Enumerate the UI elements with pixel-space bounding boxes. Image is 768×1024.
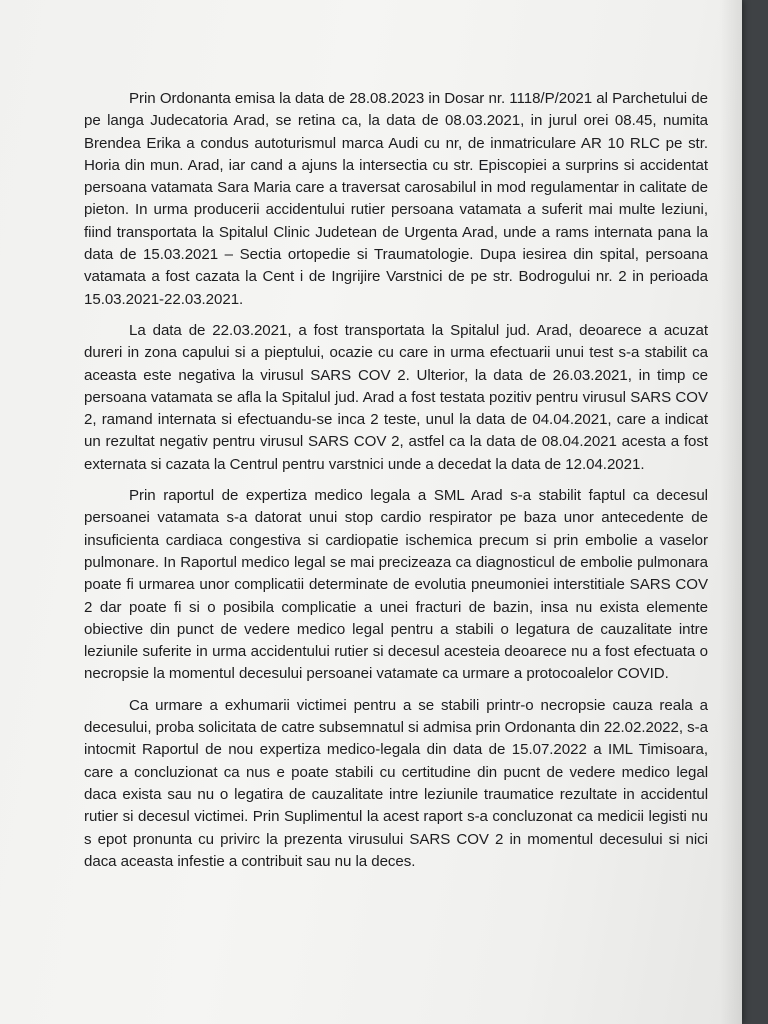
document-body (84, 88, 708, 882)
paragraph-spitalizare: La data de 22.03.2021, a fost transportata la Spitalul jud. Arad, deoarece a acuzat dureri in zona capului si a pieptului, ocazie cu care in urma efectuarii unui test s-a stabilit ca aceasta este negativa la virusul SARS COV 2. Ulterior, la data de 26.03.2021, in timp ce persoana vatamata se afla la Spitalul jud. Arad a fost testata pozitiv pentru virusul SARS COV 2, ramand internata si efectuandu-se inca 2 teste, unul la data de 04.04.2021, care a indicat un rezultat negativ pentru virusul SARS COV 2, astfel ca la data de 08.04.2021 acesta a fost externata si cazata la Centrul pentru varstnici unde a decedat la data de 12.04.2021. (84, 321, 708, 473)
paragraph-expertiza: Prin raportul de expertiza medico legala a SML Arad s-a stabilit faptul ca decesul persoanei vatamata s-a datorat unui stop cardio respirator pe baza unor antecedente de insuficienta cardiaca congestiva si cardiopatie ischemica precum si prin embolie a vaselor pulmonare. In Raportul medico legal se mai precizeaza ca diagnosticul de embolie pulmonara poate fi urmarea unor complicatii determinate de evolutia pneumoniei interstitiale SARS COV 2 dar poate fi si o posibila complicatie a unei fracturi de bazin, insa nu exista elemente obiective din punct de vedere medico legal pentru a stabili o legatura de cauzalitate intre leziunile suferite in urma accidentului rutier si decesul acesteia deoarece nu a fost efectuata o necropsie la momentul decesului persoanei vatamate ca urmare a protocoalelor COVID. (84, 487, 708, 683)
paragraph-ordonanta: Prin Ordonanta emisa la data de 28.08.2023 in Dosar nr. 1118/P/2021 al Parchetului de pe langa Judecatoria Arad, se retina ca, la data de 08.03.2021, in jurul orei 08.45, numita Brendea Erika a condus autoturismul marca Audi cu nr, de inmatriculare AR 10 RLC pe str. Horia din mun. Arad, iar cand a ajuns la intersectia cu str. Episcopiei a surprins si accidentat persoana vatamata Sara Maria care a traversat carosabilul in mod regulamentar in calitate de pieton. In urma producerii accidentului rutier persoana vatamata a suferit mai multe leziuni, fiind transportata la Spitalul Clinic Judetean de Urgenta Arad, unde a rams internata pana la data de 15.03.2021 – Sectia ortopedie si Traumatologie. Dupa iesirea din spital, persoana vatamata a fost cazata la Cent i de Ingrijire Varstnici de pe str. Bodrogului nr. 2 in perioada 15.03.2021-22.03.2021. (84, 90, 708, 308)
paragraph-exhumare: Ca urmare a exhumarii victimei pentru a se stabili printr-o necropsie cauza reala a decesului, proba solicitata de catre subsemnatul si admisa prin Ordonanta din 22.02.2022, s-a intocmit Raportul de nou expertiza medico-legala din data de 15.07.2022 a IML Timisoara, care a concluzionat ca nus e poate stabili cu certitudine din pucnt de vedere medico legal daca exista sau nu o legatira de cauzalitate intre leziunile traumatice rezultate in accidentul rutier si decesul victimei. Prin Suplimentul la acest raport s-a concluzonat ca medicii legisti nu s epot pronunta cu privirc la prezenta virusului SARS COV 2 in momentul decesului si nici daca aceasta infestie a contribuit sau nu la deces. (84, 696, 708, 870)
page-edge-shadow (720, 0, 742, 1024)
